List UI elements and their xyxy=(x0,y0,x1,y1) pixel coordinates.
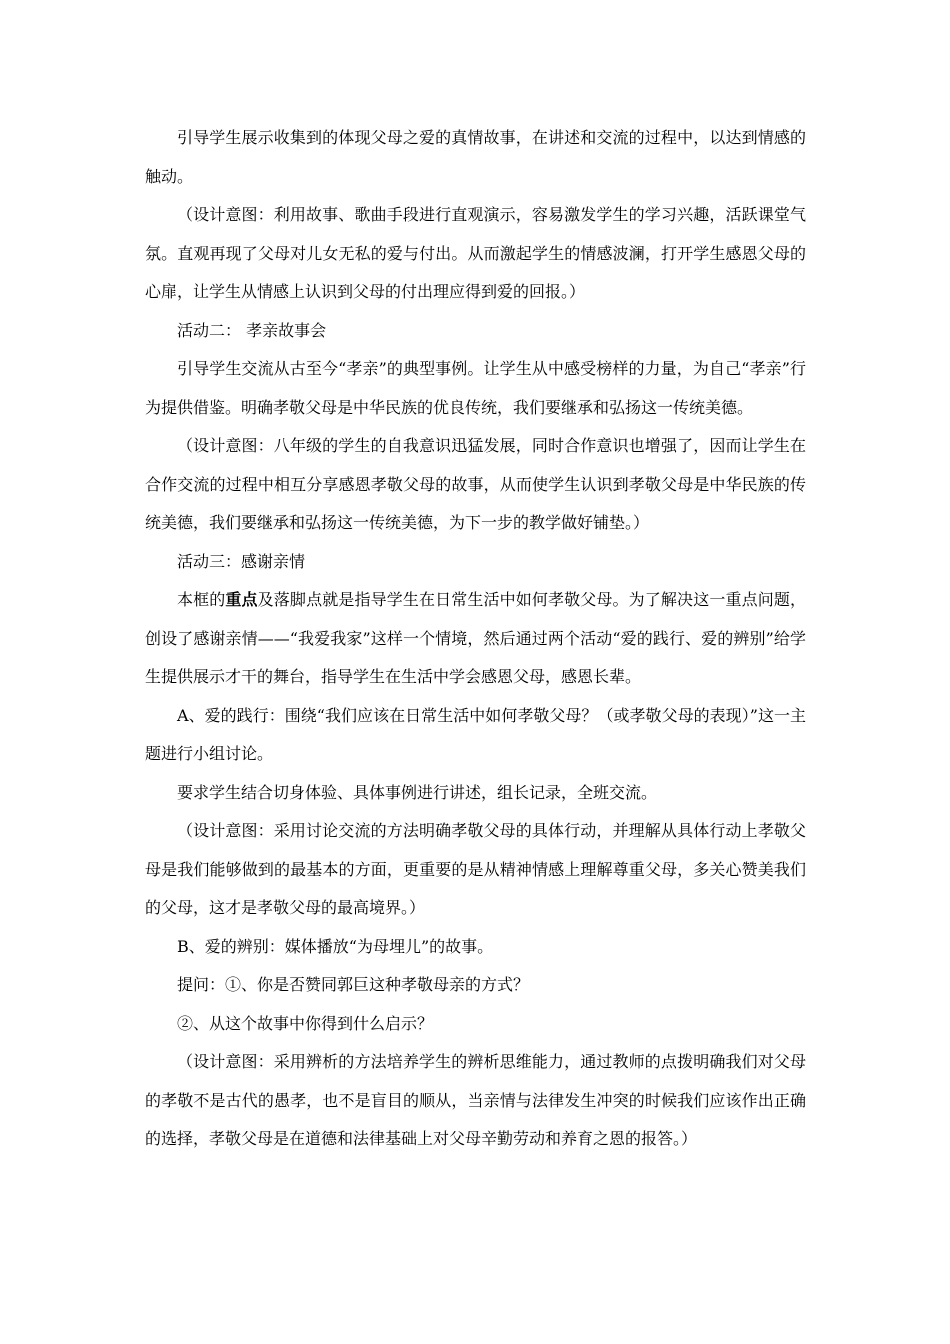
heading-activity-2: 活动二： 孝亲故事会 xyxy=(177,320,327,340)
heading-activity-3: 活动三：感谢亲情 xyxy=(177,551,306,571)
paragraph-requirement: 要求学生结合切身体验、具体事例进行讲述，组长记录，全班交流。 xyxy=(177,782,658,802)
paragraph-question-2: ②、从这个故事中你得到什么启示？ xyxy=(177,1013,434,1033)
paragraph-love-discern: B、爱的辨别：媒体播放“为母埋儿”的故事。 xyxy=(177,936,494,956)
paragraph-love-practice: A、爱的践行：围绕“我们应该在日常生活中如何孝敬父母？（或孝敬父母的表现）”这一主题进行小组讨论。 xyxy=(145,705,806,763)
paragraph-design-intent-2: （设计意图：八年级的学生的自我意识迅猛发展，同时合作意识也增强了，因而让学生在合作交流的过程中相互分享感恩孝敬父母的故事，从而使学生认识到孝敬父母是中华民族的传统美德，我们要继承和弘扬这一传统美德，为下一步的教学做好铺垫。） xyxy=(145,436,806,532)
key-point-emphasis: 重点 xyxy=(225,590,258,609)
paragraph-key-point xyxy=(145,581,806,697)
paragraph-intro: 引导学生展示收集到的体现父母之爱的真情故事，在讲述和交流的过程中，以达到情感的触动。 xyxy=(145,128,806,186)
paragraph-question-1: 提问：①、你是否赞同郭巨这种孝敬母亲的方式？ xyxy=(177,975,530,994)
paragraph-design-intent-4: （设计意图：采用辨析的方法培养学生的辨析思维能力，通过教师的点拨明确我们对父母的孝敬不是古代的愚孝，也不是盲目的顺从，当亲情与法律发生冲突的时候我们应该作出正确的选择，孝敬父母是在道德和法律基础上对父母辛勤劳动和养育之恩的报答。） xyxy=(145,1052,806,1148)
key-point-before: 本框的 xyxy=(177,590,226,609)
paragraph-activity-2-guide: 引导学生交流从古至今“孝亲”的典型事例。让学生从中感受榜样的力量，为自己“孝亲”行为提供借鉴。明确孝敬父母是中华民族的优良传统，我们要继承和弘扬这一传统美德。 xyxy=(145,359,806,417)
paragraph-design-intent-3: （设计意图：采用讨论交流的方法明确孝敬父母的具体行动，并理解从具体行动上孝敬父母是我们能够做到的最基本的方面，更重要的是从精神情感上理解尊重父母，多关心赞美我们的父母，这才是孝敬父母的最高境界。） xyxy=(145,821,806,917)
key-point-after: 及落脚点就是指导学生在日常生活中如何孝敬父母。为了解决这一重点问题，创设了感谢亲情——“我爱我家”这样一个情境，然后通过两个活动“爱的践行、爱的辨别”给学生提供展示才干的舞台，指导学生在生活中学会感恩父母，感恩长辈。 xyxy=(145,590,806,686)
paragraph-design-intent-1: （设计意图：利用故事、歌曲手段进行直观演示，容易激发学生的学习兴趣，活跃课堂气氛。直观再现了父母对儿女无私的爱与付出。从而激起学生的情感波澜，打开学生感恩父母的心扉，让学生从情感上认识到父母的付出理应得到爱的回报。） xyxy=(145,205,806,301)
document-body xyxy=(145,119,806,1159)
